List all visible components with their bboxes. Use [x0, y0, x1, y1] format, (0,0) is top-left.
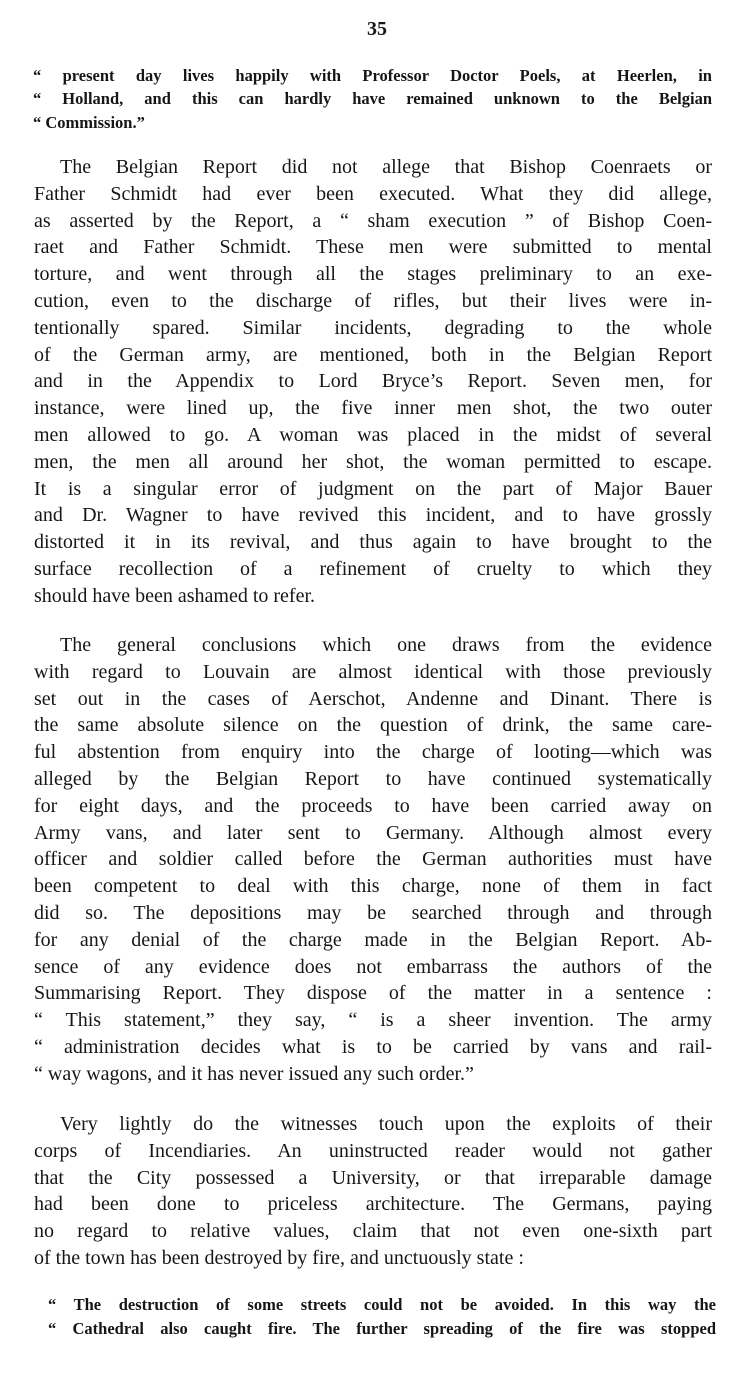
- para2-line: been competent to deal with this charge, none of them in fact: [34, 875, 712, 898]
- para1-line: as asserted by the Report, a “ sham execution ” of Bishop Coen-: [34, 209, 712, 232]
- para2-line: officer and soldier called before the German authorities must have: [34, 848, 712, 871]
- para2-line: for any denial of the charge made in the Belgian Report. Ab-: [34, 928, 712, 951]
- para2-line: with regard to Louvain are almost identical with those previously: [34, 660, 712, 683]
- para2-line: alleged by the Belgian Report to have continued systematically: [34, 768, 712, 790]
- para1-line: of the German army, are mentioned, both in the Belgian Report: [34, 343, 712, 366]
- para2-line: did so. The depositions may be searched through and through: [34, 902, 712, 924]
- para3-line: corps of Incendiaries. An uninstructed reader would not gather: [34, 1139, 712, 1162]
- para1-line: Father Schmidt had ever been executed. What they did allege,: [34, 182, 712, 205]
- para2-line: Army vans, and later sent to Germany. Although almost every: [34, 821, 712, 844]
- para3-line: that the City possessed a University, or that irreparable damage: [34, 1166, 712, 1189]
- para3-line: had been done to priceless architecture. The Germans, paying: [34, 1193, 712, 1216]
- quote-top-line: “ Commission.”: [33, 112, 145, 132]
- para1-line: instance, were lined up, the five inner men shot, the two outer: [34, 397, 712, 420]
- para3-line: no regard to relative values, claim that not even one-sixth part: [34, 1220, 712, 1243]
- para1-line: surface recollection of a refinement of cruelty to which they: [34, 558, 712, 580]
- para1-line: should have been ashamed to refer.: [34, 584, 316, 607]
- para2-line: “ administration decides what is to be carried by vans and rail-: [34, 1036, 712, 1058]
- para2-line: for eight days, and the proceeds to have been carried away on: [34, 794, 712, 817]
- para1-line: torture, and went through all the stages preliminary to an exe-: [34, 263, 712, 286]
- para1-line: men allowed to go. A woman was placed in the midst of several: [34, 424, 712, 446]
- para1-line: The Belgian Report did not allege that Bishop Coenraets or: [60, 156, 712, 178]
- para1-line: tentionally spared. Similar incidents, degrading to the whole: [34, 316, 712, 339]
- para2-line: Summarising Report. They dispose of the matter in a sentence :: [34, 982, 712, 1005]
- para2-line: The general conclusions which one draws from the evidence: [60, 634, 712, 656]
- para3-line: Very lightly do the witnesses touch upon the exploits of their: [60, 1113, 712, 1135]
- para2-line: set out in the cases of Aerschot, Andenne and Dinant. There is: [34, 687, 712, 710]
- quote-top-line: “ Holland, and this can hardly have remained unknown to the Belgian: [33, 89, 712, 109]
- quote-bottom-line: “ Cathedral also caught fire. The further spreading of the fire was stopped: [48, 1319, 716, 1338]
- quote-bottom-line: “ The destruction of some streets could not be avoided. In this way the: [48, 1295, 716, 1314]
- page-number: 35: [367, 18, 387, 40]
- para1-line: and in the Appendix to Lord Bryce’s Report. Seven men, for: [34, 370, 712, 393]
- para1-line: distorted it in its revival, and thus again to have brought to the: [34, 531, 712, 554]
- para2-line: “ way wagons, and it has never issued any such order.”: [34, 1062, 474, 1085]
- para2-line: the same absolute silence on the question of drink, the same care-: [34, 714, 712, 737]
- para1-line: cution, even to the discharge of rifles, but their lives were in-: [34, 290, 712, 312]
- para3-line: of the town has been destroyed by fire, and unctuously state :: [34, 1247, 524, 1269]
- para2-line: ful abstention from enquiry into the charge of looting—which was: [34, 741, 712, 764]
- para1-line: and Dr. Wagner to have revived this incident, and to have grossly: [34, 504, 712, 527]
- para1-line: raet and Father Schmidt. These men were submitted to mental: [34, 236, 712, 259]
- para1-line: men, the men all around her shot, the woman permitted to escape.: [34, 450, 712, 473]
- quote-top-line: “ present day lives happily with Professor Doctor Poels, at Heerlen, in: [33, 66, 712, 85]
- para2-line: “ This statement,” they say, “ is a sheer invention. The army: [34, 1009, 712, 1032]
- para1-line: It is a singular error of judgment on the part of Major Bauer: [34, 477, 712, 500]
- para2-line: sence of any evidence does not embarrass the authors of the: [34, 955, 712, 978]
